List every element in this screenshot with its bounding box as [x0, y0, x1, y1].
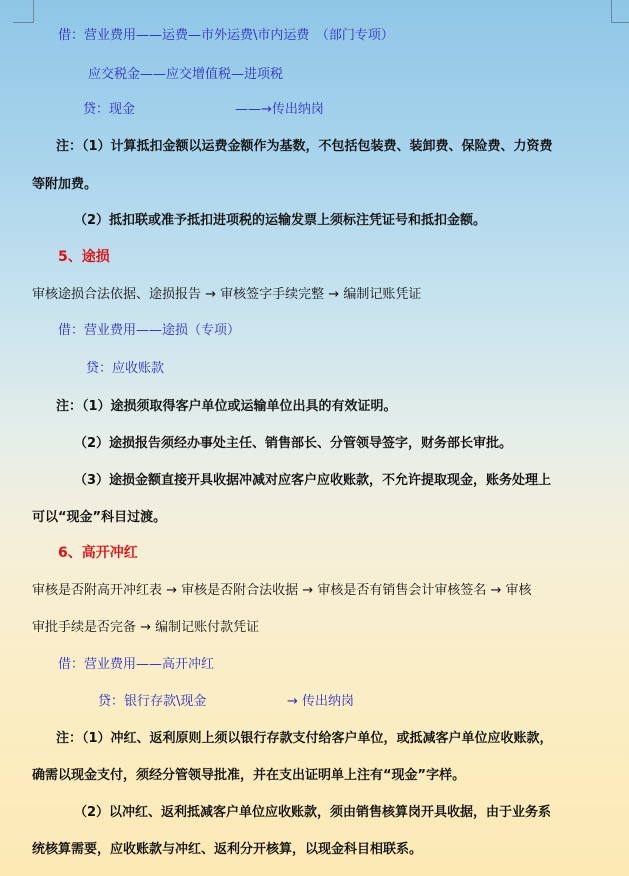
refund-note-2-line-1: （2）以冲红、返利抵减客户单位应收账款，须由销售核算岗开具收据，由于业务系 — [74, 805, 552, 820]
page-corner-mark-left — [13, 0, 34, 23]
debit-entry-refund: 借：营业费用——高开冲红 — [58, 657, 215, 672]
credit-entry-note: ——→传出纳岗 — [235, 102, 324, 117]
note-1-line-2: 等附加费。 — [32, 177, 98, 192]
process-flow-refund-line-2: 审批手续是否完备 → 编制记账付款凭证 — [32, 620, 260, 635]
transit-note-1: 注：（1）途损须取得客户单位或运输单位出具的有效证明。 — [56, 399, 397, 414]
refund-note-1-line-2: 确需以现金支付，须经分管领导批准，并在支出证明单上注有“现金”字样。 — [32, 768, 466, 783]
note-1-line-1: 注：（1）计算抵扣金额以运费金额作为基数，不包括包装费、装卸费、保险费、力资费 — [56, 139, 553, 154]
transit-note-3-line-1: （3）途损金额直接开具收据冲减对应客户应收账款，不允许提取现金，账务处理上 — [74, 473, 552, 488]
section-heading-refund: 6、高开冲红 — [58, 545, 138, 561]
page-corner-mark-right — [611, 0, 629, 23]
transit-note-3-line-2: 可以“现金”科目过渡。 — [32, 510, 167, 525]
credit-entry-bank-cash: 贷：银行存款\现金 — [98, 694, 207, 709]
refund-note-1-line-1: 注：（1）冲红、返利原则上须以银行存款支付给客户单位，或抵减客户单位应收账款， — [56, 731, 553, 746]
transit-note-2: （2）途损报告须经办事处主任、销售部长、分管领导签字，财务部长审批。 — [74, 436, 513, 451]
refund-note-2-line-2: 统核算需要，应收账款与冲红、返利分开核算，以现金科目相联系。 — [32, 842, 423, 857]
process-flow-transit-loss: 审核途损合法依据、途损报告 → 审核签字手续完整 → 编制记账凭证 — [32, 287, 422, 302]
process-flow-refund-line-1: 审核是否附高开冲红表 → 审核是否附合法收据 → 审核是否有销售会计审核签名 → 审核 — [32, 583, 532, 598]
credit-entry-refund-note: → 传出纳岗 — [287, 694, 355, 709]
credit-entry-cash: 贷：现金 — [83, 102, 136, 117]
credit-entry-receivable: 贷：应收账款 — [86, 361, 165, 376]
debit-entry-transit-loss: 借：营业费用——途损（专项） — [58, 323, 241, 338]
section-heading-transit-loss: 5、途损 — [58, 249, 110, 265]
debit-entry-freight: 借：营业费用——运费—市外运费\市内运费 （部门专项） — [58, 28, 394, 43]
debit-entry-vat: 应交税金——应交增值税—进项税 — [88, 67, 284, 82]
note-2: （2）抵扣联或准予抵扣进项税的运输发票上须标注凭证号和抵扣金额。 — [74, 213, 487, 228]
